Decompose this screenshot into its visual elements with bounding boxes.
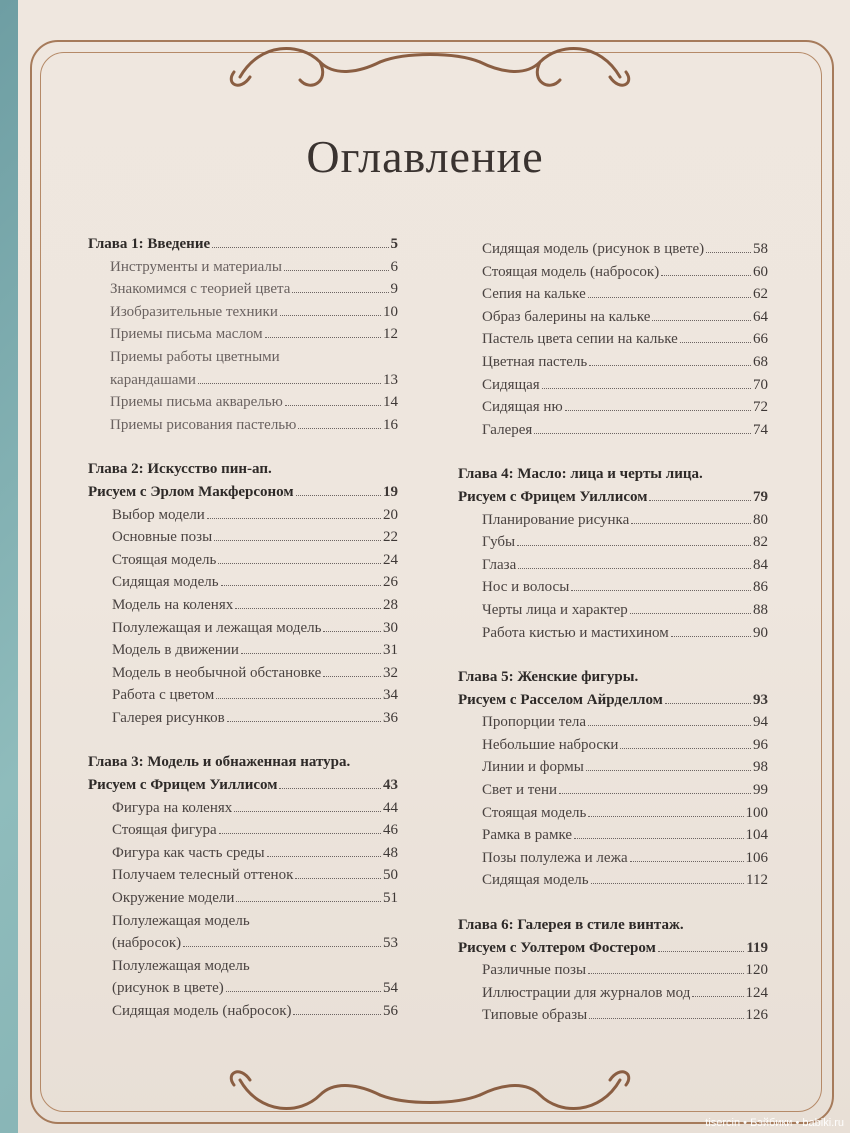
- toc-entry-title: Выбор модели: [112, 506, 205, 523]
- dot-leader: [183, 946, 381, 947]
- toc-entry-title: Полулежащая модель: [112, 957, 250, 974]
- toc-page-number: 80: [753, 511, 768, 528]
- toc-page-number: 28: [383, 596, 398, 613]
- toc-entry-title: (набросок): [112, 935, 182, 952]
- toc-chapter-entry: [458, 666, 768, 689]
- dot-leader: [285, 405, 381, 406]
- toc-entry: [88, 414, 398, 437]
- toc-entry: [88, 639, 398, 662]
- toc-entry-title: Сидящая ню: [482, 399, 563, 416]
- toc-entry: [88, 797, 398, 820]
- toc-entry: [88, 1000, 398, 1023]
- toc-entry-title: Знакомимся с теорией цвета: [110, 281, 291, 298]
- toc-page-number: 6: [390, 258, 398, 275]
- toc-entry: [458, 374, 768, 397]
- dot-leader: [207, 518, 381, 519]
- toc-page-number: 9: [390, 281, 398, 298]
- toc-entry-title: Основные позы: [112, 529, 213, 546]
- toc-page-number: 53: [383, 935, 398, 952]
- toc-page-number: 96: [753, 736, 768, 753]
- dot-leader: [665, 703, 751, 704]
- toc-entry: [458, 734, 768, 757]
- dot-leader: [692, 996, 743, 997]
- toc-chapter-entry: [88, 233, 398, 256]
- toc-page-number: 51: [383, 890, 398, 907]
- dot-leader: [589, 1018, 743, 1019]
- toc-entry-title: Галерея: [482, 421, 533, 438]
- toc-page-number: 86: [753, 579, 768, 596]
- toc-page-number: 44: [383, 799, 398, 816]
- toc-page-number: 74: [753, 421, 768, 438]
- dot-leader: [591, 883, 744, 884]
- toc-chapter-entry: [88, 458, 398, 481]
- toc-page-number: 14: [383, 394, 398, 411]
- toc-entry-title: Различные позы: [482, 962, 587, 979]
- toc-entry: [88, 391, 398, 414]
- page-title: Оглавление: [306, 131, 544, 182]
- dot-leader: [323, 676, 381, 677]
- toc-entry: [458, 509, 768, 532]
- toc-page-number: 30: [383, 619, 398, 636]
- dot-leader: [542, 388, 751, 389]
- toc-entry-title: Стоящая фигура: [112, 822, 217, 839]
- toc-entry-title: Линии и формы: [482, 759, 584, 776]
- dot-leader: [221, 585, 381, 586]
- dot-leader: [589, 365, 751, 366]
- toc-page-number: 58: [753, 241, 768, 257]
- toc-entry-title: Губы: [482, 534, 516, 551]
- toc-entry-title: Приемы письма акварелью: [110, 394, 283, 411]
- toc-page-number: 90: [753, 624, 768, 641]
- dot-leader: [517, 545, 751, 546]
- toc-entry-title: Глава 3: Модель и обнаженная натура.: [88, 754, 351, 771]
- toc-entry: [458, 306, 768, 329]
- toc-entry-title: Модель на коленях: [112, 596, 234, 613]
- dot-leader: [323, 631, 381, 632]
- dot-leader: [216, 698, 381, 699]
- toc-page-number: 10: [383, 303, 398, 320]
- section-gap: [458, 441, 768, 463]
- dot-leader: [571, 590, 751, 591]
- toc-entry: [88, 301, 398, 324]
- dot-leader: [661, 275, 751, 276]
- dot-leader: [267, 856, 381, 857]
- toc-entry: [458, 824, 768, 847]
- toc-entry: [88, 910, 398, 933]
- toc-entry: [88, 323, 398, 346]
- toc-entry: [88, 256, 398, 279]
- toc-entry: [458, 419, 768, 442]
- toc-entry-title: Глава 1: Введение: [88, 236, 211, 252]
- toc-entry: [88, 887, 398, 910]
- toc-page-number: 56: [383, 1003, 398, 1019]
- dot-leader: [631, 523, 751, 524]
- toc-page-number: 94: [753, 714, 768, 731]
- toc-page-number: 13: [383, 371, 398, 388]
- toc-page-number: 60: [753, 263, 768, 280]
- toc-page-number: 16: [383, 416, 398, 433]
- toc-entry-title: (рисунок в цвете): [112, 980, 224, 997]
- dot-leader: [227, 721, 381, 722]
- toc-page-number: 32: [383, 664, 398, 681]
- toc-entry-title: Сидящая модель (набросок): [112, 1003, 292, 1019]
- watermark: tisercin • Бэйбики • babiki.ru: [705, 1117, 844, 1129]
- toc-entry-title: Сепия на кальке: [482, 286, 586, 303]
- dot-leader: [658, 951, 744, 952]
- toc-entry-title: Стоящая модель: [482, 804, 587, 821]
- toc-entry: [88, 571, 398, 594]
- dot-leader: [630, 613, 751, 614]
- toc-page-number: 82: [753, 534, 768, 551]
- toc-entry-title: Сидящая модель: [482, 872, 589, 889]
- dot-leader: [588, 725, 751, 726]
- dot-leader: [279, 788, 381, 789]
- toc-page-number: 12: [383, 326, 398, 343]
- dot-leader: [671, 636, 751, 637]
- toc-entry-title: Модель в движении: [112, 642, 239, 659]
- toc-entry: [458, 351, 768, 374]
- toc-page-number: 46: [383, 822, 398, 839]
- toc-entry-title: Работа с цветом: [112, 687, 215, 704]
- dot-leader: [198, 383, 381, 384]
- toc-entry-title: Глава 2: Искусство пин-ап.: [88, 461, 272, 478]
- dot-leader: [680, 342, 751, 343]
- toc-entry-title: Типовые образы: [482, 1007, 588, 1024]
- toc-page-number: 70: [753, 376, 768, 393]
- dot-leader: [236, 901, 381, 902]
- toc-page-number: 62: [753, 286, 768, 303]
- dot-leader: [241, 653, 381, 654]
- toc-entry-title: Модель в необычной обстановке: [112, 664, 322, 681]
- dot-leader: [265, 337, 381, 338]
- toc-page-number: 68: [753, 353, 768, 370]
- dot-leader: [574, 838, 743, 839]
- dot-leader: [214, 540, 381, 541]
- dot-leader: [588, 297, 751, 298]
- toc-entry-title: Рисуем с Фрицем Уиллисом: [88, 777, 278, 794]
- toc-entry: [88, 617, 398, 640]
- toc-entry: [458, 554, 768, 577]
- dot-leader: [559, 793, 751, 794]
- toc-page-number: 120: [745, 962, 768, 979]
- toc-entry-title: Инструменты и материалы: [110, 258, 282, 275]
- toc-entry: [458, 847, 768, 870]
- toc-entry-title: Нос и волосы: [482, 579, 570, 596]
- toc-page-number: 22: [383, 529, 398, 546]
- toc-column-left: [88, 233, 398, 1023]
- dot-leader: [586, 770, 751, 771]
- dot-leader: [218, 563, 381, 564]
- dot-leader: [706, 252, 751, 253]
- toc-entry-title: Стоящая модель: [112, 551, 217, 568]
- dot-leader: [534, 433, 751, 434]
- toc-entry-title: Позы полулежа и лежа: [482, 849, 628, 866]
- toc-entry-title: Глава 4: Масло: лица и черты лица.: [458, 466, 703, 483]
- toc-entry: [88, 932, 398, 955]
- toc-entry-title: Пастель цвета сепии на кальке: [482, 331, 678, 348]
- toc-entry: [88, 707, 398, 730]
- toc-entry: [88, 819, 398, 842]
- section-gap: [458, 644, 768, 666]
- toc-entry: [458, 779, 768, 802]
- dot-leader: [296, 495, 381, 496]
- dot-leader: [649, 500, 751, 501]
- toc-entry: [458, 711, 768, 734]
- toc-chapter-entry: [88, 481, 398, 504]
- toc-entry: [458, 328, 768, 351]
- toc-entry: [458, 802, 768, 825]
- toc-entry-title: Глаза: [482, 556, 517, 573]
- toc-page-number: 93: [753, 691, 768, 708]
- toc-entry: [88, 594, 398, 617]
- section-gap: [458, 892, 768, 914]
- dot-leader: [295, 878, 381, 879]
- toc-entry-title: Приемы письма маслом: [110, 326, 263, 343]
- dot-leader: [219, 833, 381, 834]
- toc-entry: [88, 955, 398, 978]
- dot-leader: [588, 816, 743, 817]
- toc-chapter-entry: [458, 937, 768, 960]
- toc-entry-title: Стоящая модель (набросок): [482, 263, 660, 280]
- toc-page-number: 36: [383, 709, 398, 726]
- toc-entry-title: Приемы работы цветными: [110, 348, 280, 365]
- toc-entry-title: Полулежащая и лежащая модель: [112, 619, 322, 636]
- toc-entry-title: Работа кистью и мастихином: [482, 624, 669, 641]
- toc-page-number: 48: [383, 844, 398, 861]
- toc-entry-title: Рисуем с Расселом Айрделлом: [458, 691, 663, 708]
- toc-page-number: 126: [745, 1007, 768, 1024]
- toc-page-number: 31: [383, 642, 398, 659]
- toc-entry-title: Окружение модели: [112, 890, 235, 907]
- toc-page-number: 119: [746, 939, 768, 956]
- dot-leader: [293, 1014, 381, 1015]
- toc-entry-title: Рисуем с Эрлом Макферсоном: [88, 483, 294, 500]
- toc-entry-title: Получаем телесный оттенок: [112, 867, 294, 884]
- toc-entry-title: Фигура на коленях: [112, 799, 233, 816]
- toc-chapter-entry: [88, 774, 398, 797]
- section-gap: [88, 729, 398, 751]
- toc-entry-title: Рамка в рамке: [482, 827, 573, 844]
- toc-entry: [458, 599, 768, 622]
- toc-page-number: 54: [383, 980, 398, 997]
- toc-entry-title: Свет и тени: [482, 782, 558, 799]
- toc-entry-title: Полулежащая модель: [112, 912, 250, 929]
- toc-entry-title: Глава 5: Женские фигуры.: [458, 669, 639, 686]
- toc-entry: [458, 982, 768, 1005]
- toc-entry-title: Пропорции тела: [482, 714, 587, 731]
- dot-leader: [234, 811, 381, 812]
- toc-entry: [458, 622, 768, 645]
- toc-column-right: [458, 238, 768, 1027]
- toc-page-number: 26: [383, 574, 398, 591]
- toc-entry: [88, 842, 398, 865]
- toc-page-number: 84: [753, 556, 768, 573]
- toc-page-number: 99: [753, 782, 768, 799]
- toc-entry: [88, 977, 398, 1000]
- bottom-ornament-icon: [220, 1060, 640, 1133]
- toc-entry: [458, 576, 768, 599]
- toc-entry: [88, 278, 398, 301]
- toc-page-number: 20: [383, 506, 398, 523]
- toc-entry: [88, 504, 398, 527]
- toc-entry: [88, 369, 398, 392]
- toc-entry-title: Цветная пастель: [482, 353, 588, 370]
- toc-entry: [88, 662, 398, 685]
- toc-entry-title: Образ балерины на кальке: [482, 308, 651, 325]
- toc-page-number: 50: [383, 867, 398, 884]
- toc-entry-title: Иллюстрации для журналов мод: [482, 984, 691, 1001]
- toc-entry-title: Изобразительные техники: [110, 303, 278, 320]
- toc-chapter-entry: [458, 689, 768, 712]
- toc-entry: [458, 238, 768, 261]
- toc-entry: [458, 1004, 768, 1027]
- toc-entry: [88, 864, 398, 887]
- toc-page-number: 124: [745, 984, 768, 1001]
- toc-page-number: 106: [745, 849, 768, 866]
- toc-page-number: 66: [753, 331, 768, 348]
- toc-page-number: 104: [745, 827, 768, 844]
- toc-entry-title: Планирование рисунка: [482, 511, 630, 528]
- toc-entry-title: Фигура как часть среды: [112, 844, 265, 861]
- toc-page-number: 98: [753, 759, 768, 776]
- toc-entry-title: Приемы рисования пастелью: [110, 416, 297, 433]
- section-gap: [88, 436, 398, 458]
- toc-page-number: 43: [383, 777, 398, 794]
- toc-entry-title: Небольшие наброски: [482, 736, 619, 753]
- toc-entry: [458, 869, 768, 892]
- dot-leader: [630, 861, 744, 862]
- toc-entry-title: Глава 6: Галерея в стиле винтаж.: [458, 917, 684, 934]
- toc-entry: [458, 261, 768, 284]
- toc-chapter-entry: [458, 463, 768, 486]
- toc-entry-title: Рисуем с Фрицем Уиллисом: [458, 488, 648, 505]
- toc-entry-title: Рисуем с Уолтером Фостером: [458, 939, 656, 956]
- toc-entry-title: Сидящая модель: [112, 574, 219, 591]
- dot-leader: [284, 270, 389, 271]
- dot-leader: [212, 247, 388, 248]
- toc-entry: [458, 959, 768, 982]
- toc-entry-title: Сидящая модель (рисунок в цвете): [482, 241, 705, 257]
- toc-page-number: 79: [753, 488, 768, 505]
- toc-entry: [88, 684, 398, 707]
- toc-page-number: 72: [753, 399, 768, 416]
- dot-leader: [226, 991, 381, 992]
- toc-entry: [88, 526, 398, 549]
- dot-leader: [298, 428, 381, 429]
- dot-leader: [588, 973, 743, 974]
- toc-entry: [88, 549, 398, 572]
- toc-entry-title: Сидящая: [482, 376, 540, 393]
- toc-page-number: 88: [753, 601, 768, 618]
- dot-leader: [565, 410, 751, 411]
- toc-entry: [458, 531, 768, 554]
- dot-leader: [518, 568, 751, 569]
- toc-page-number: 19: [383, 483, 398, 500]
- toc-page-number: 5: [390, 236, 398, 252]
- toc-page-number: 24: [383, 551, 398, 568]
- toc-page-number: 100: [745, 804, 768, 821]
- toc-entry-title: Галерея рисунков: [112, 709, 225, 726]
- dot-leader: [235, 608, 381, 609]
- toc-page-number: 112: [746, 872, 768, 889]
- toc-entry: [88, 346, 398, 369]
- toc-page-number: 34: [383, 687, 398, 704]
- dot-leader: [292, 292, 388, 293]
- dot-leader: [280, 315, 381, 316]
- toc-entry-title: Черты лица и характер: [482, 601, 628, 618]
- toc-entry: [458, 283, 768, 306]
- toc-entry-title: карандашами: [110, 371, 196, 388]
- top-ornament-icon: [220, 22, 640, 102]
- toc-entry: [458, 756, 768, 779]
- toc-chapter-entry: [88, 751, 398, 774]
- toc-page-number: 64: [753, 308, 768, 325]
- dot-leader: [620, 748, 751, 749]
- toc-entry: [458, 396, 768, 419]
- toc-chapter-entry: [458, 914, 768, 937]
- toc-chapter-entry: [458, 486, 768, 509]
- dot-leader: [652, 320, 751, 321]
